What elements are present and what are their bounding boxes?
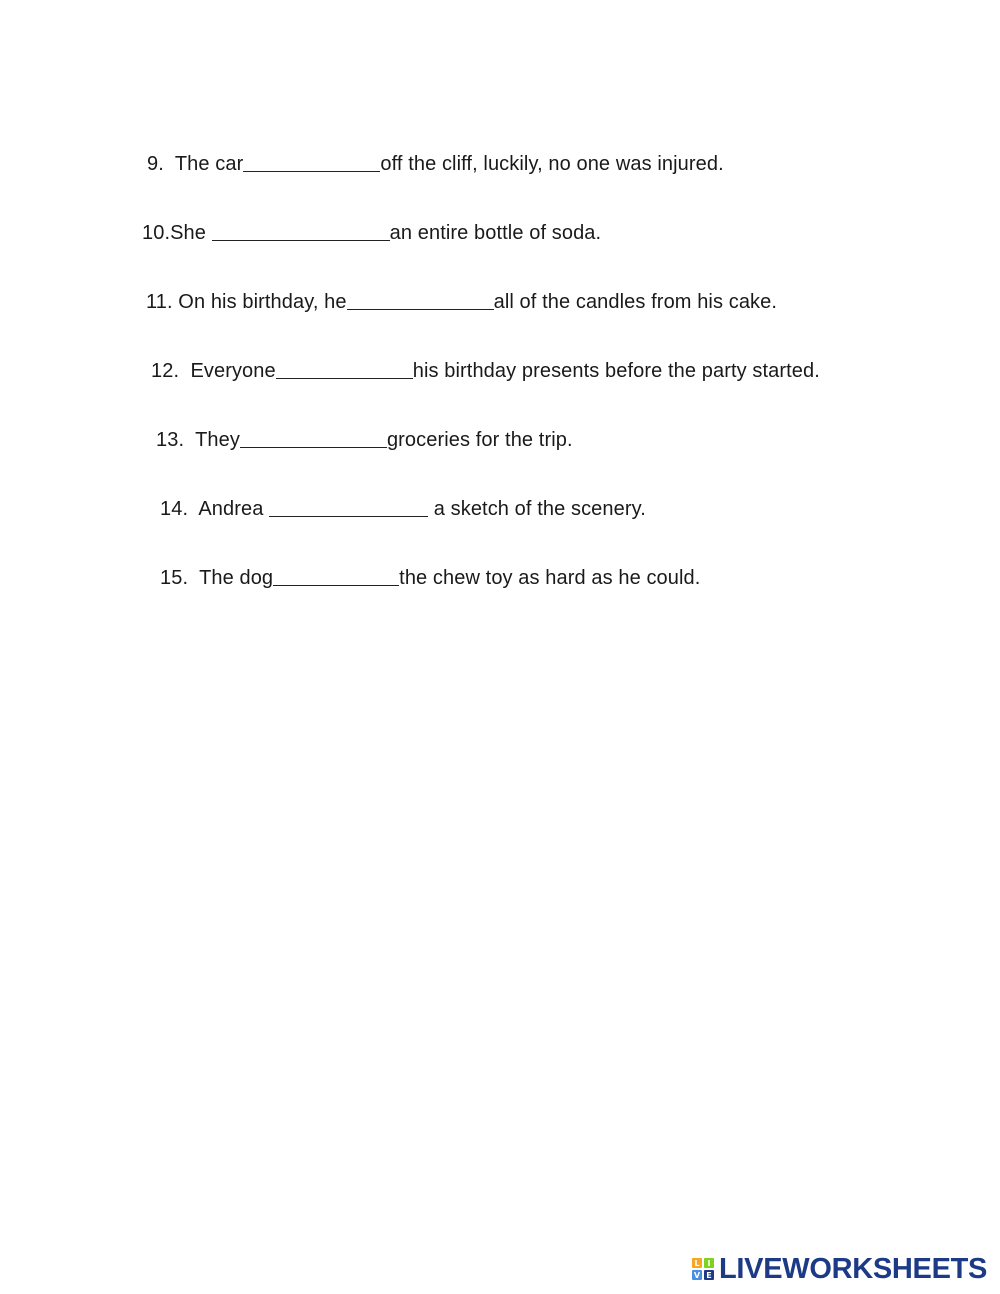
question-text-after: his birthday presents before the party started. — [412, 360, 820, 382]
question-text-after: all of the candles from his cake. — [493, 291, 778, 313]
question-15 — [160, 565, 700, 591]
question-number: 13. — [156, 429, 185, 451]
question-text-after: an entire bottle of soda. — [389, 222, 602, 244]
question-text-after: groceries for the trip. — [386, 429, 573, 451]
question-9 — [147, 151, 724, 177]
logo-letter: L — [692, 1258, 702, 1268]
question-14 — [160, 496, 646, 522]
question-text-before: On his birthday, he — [178, 291, 347, 313]
logo-letter: E — [704, 1270, 714, 1280]
logo-letter: I — [704, 1258, 714, 1268]
answer-blank-12[interactable] — [276, 360, 413, 379]
question-number: 9. — [147, 153, 164, 175]
question-text-before: They — [195, 429, 240, 451]
answer-blank-11[interactable] — [347, 291, 494, 310]
liveworksheets-logo — [692, 1252, 987, 1286]
question-text-before: Everyone — [190, 360, 276, 382]
logo-icon — [692, 1258, 714, 1280]
question-number: 11. — [146, 291, 173, 313]
answer-blank-15[interactable] — [273, 567, 399, 586]
answer-blank-10[interactable] — [212, 222, 390, 241]
answer-blank-13[interactable] — [240, 429, 387, 448]
question-text-before: The car — [174, 153, 244, 175]
question-number: 12. — [151, 360, 180, 382]
answer-blank-9[interactable] — [243, 153, 380, 172]
logo-brand-text: LIVEWORKSHEETS — [719, 1252, 988, 1285]
question-number: 15. — [160, 567, 189, 589]
question-text-before: The dog — [199, 567, 274, 589]
question-13 — [156, 427, 573, 453]
question-12 — [151, 358, 820, 384]
answer-blank-14[interactable] — [269, 498, 428, 517]
question-text-after: a sketch of the scenery. — [428, 498, 646, 520]
question-text-after: the chew toy as hard as he could. — [399, 567, 701, 589]
question-text-before: Andrea — [198, 498, 270, 520]
logo-letter: V — [693, 1270, 701, 1280]
question-11 — [146, 289, 777, 315]
question-number: 14. — [160, 498, 189, 520]
question-10 — [142, 220, 601, 246]
question-number: 10. — [142, 222, 171, 244]
question-text-before: She — [170, 222, 212, 244]
question-text-after: off the cliff, luckily, no one was injured. — [380, 153, 724, 175]
